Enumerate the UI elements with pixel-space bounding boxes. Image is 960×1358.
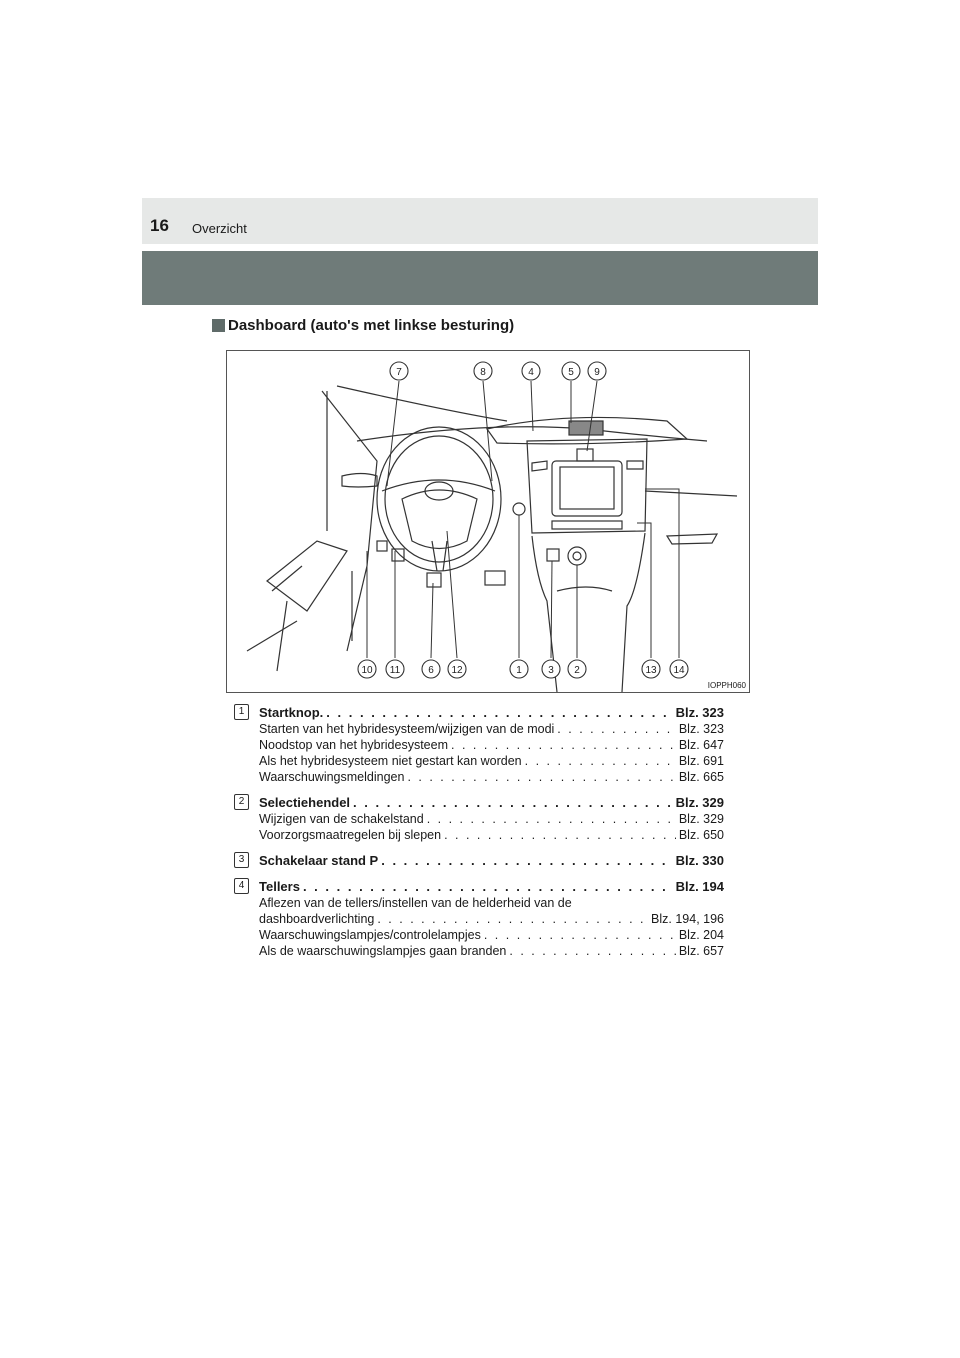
sub-entry-label: Als het hybridesysteem niet gestart kan worden	[259, 754, 522, 768]
callout-3: 3	[548, 665, 554, 676]
callout-1: 1	[516, 665, 522, 676]
sub-entry	[259, 943, 724, 959]
entry-title-row	[259, 704, 724, 721]
entry-number-badge: 2	[234, 794, 249, 810]
callout-4: 4	[528, 367, 534, 378]
entry-list	[234, 704, 724, 968]
sub-entry-page: Blz. 323	[678, 722, 724, 736]
entry-startknop	[234, 704, 724, 785]
figure-code: IOPPH060	[707, 681, 746, 690]
dashboard-drawing	[227, 351, 749, 692]
entry-title: Schakelaar stand P	[259, 853, 379, 868]
entry-title: Tellers	[259, 879, 300, 894]
callout-12: 12	[451, 665, 463, 676]
sub-entry-label: Wijzigen van de schakelstand	[259, 812, 424, 826]
callout-13: 13	[645, 665, 657, 676]
entry-page: Blz. 323	[675, 705, 724, 720]
entry-title: Selectiehendel	[259, 795, 351, 810]
sub-entry	[259, 811, 724, 827]
sub-entry-label: Als de waarschuwingslampjes gaan branden	[259, 944, 507, 958]
sub-entry-label: Voorzorgsmaatregelen bij slepen	[259, 828, 442, 842]
entry-title: Startknop.	[259, 705, 324, 720]
callout-9: 9	[594, 367, 600, 378]
page-number: 16	[150, 216, 169, 235]
entry-number-badge: 4	[234, 878, 249, 894]
entry-page: Blz. 330	[675, 853, 724, 868]
sub-entry-label: dashboardverlichting	[259, 912, 375, 926]
sub-entry-label: Waarschuwingslampjes/controlelampjes	[259, 928, 481, 942]
entry-number-badge: 3	[234, 852, 249, 868]
chapter-title: Overzicht	[192, 221, 247, 236]
sub-entry-page: Blz. 204	[678, 928, 724, 942]
entry-schakelaar-stand-p	[234, 852, 724, 869]
sub-entry-label-line1: Aflezen van de tellers/instellen van de helderheid van de	[259, 896, 572, 910]
sub-entry	[259, 927, 724, 943]
callout-14: 14	[673, 665, 685, 676]
sub-entry-page: Blz. 329	[678, 812, 724, 826]
callout-5: 5	[568, 367, 574, 378]
entry-page: Blz. 329	[675, 795, 724, 810]
sub-entry-page: Blz. 650	[678, 828, 724, 842]
sub-entry-label: Waarschuwingsmeldingen	[259, 770, 405, 784]
callout-10: 10	[361, 665, 373, 676]
callout-6: 6	[428, 665, 434, 676]
sub-entry-page: Blz. 647	[678, 738, 724, 752]
entry-title-row	[259, 794, 724, 811]
entry-page: Blz. 194	[675, 879, 724, 894]
sub-entry	[259, 737, 724, 753]
sub-entry	[259, 753, 724, 769]
header-band	[142, 251, 818, 305]
sub-entry-page: Blz. 691	[678, 754, 724, 768]
callout-11: 11	[389, 665, 401, 676]
callout-7: 7	[396, 367, 402, 378]
sub-entry-page: Blz. 194, 196	[651, 912, 724, 926]
sub-entry-label: Starten van het hybridesysteem/wijzigen van de modi	[259, 722, 555, 736]
sub-entry	[259, 911, 724, 927]
entry-selectiehendel	[234, 794, 724, 843]
entry-tellers	[234, 878, 724, 959]
callout-8: 8	[480, 367, 486, 378]
entry-title-row	[259, 878, 724, 895]
section-title: Dashboard (auto's met linkse besturing)	[228, 317, 515, 334]
sub-entry-page: Blz. 665	[678, 770, 724, 784]
sub-entry-page: Blz. 657	[678, 944, 724, 958]
entry-title-row	[259, 852, 724, 869]
entry-number-badge: 1	[234, 704, 249, 720]
sub-entry	[259, 721, 724, 737]
dashboard-illustration	[226, 350, 750, 693]
sub-entry	[259, 769, 724, 785]
callout-2: 2	[574, 665, 580, 676]
section-marker-icon	[212, 319, 225, 332]
sub-entry-label: Noodstop van het hybridesysteem	[259, 738, 448, 752]
sub-entry	[259, 827, 724, 843]
section-heading	[212, 317, 514, 334]
